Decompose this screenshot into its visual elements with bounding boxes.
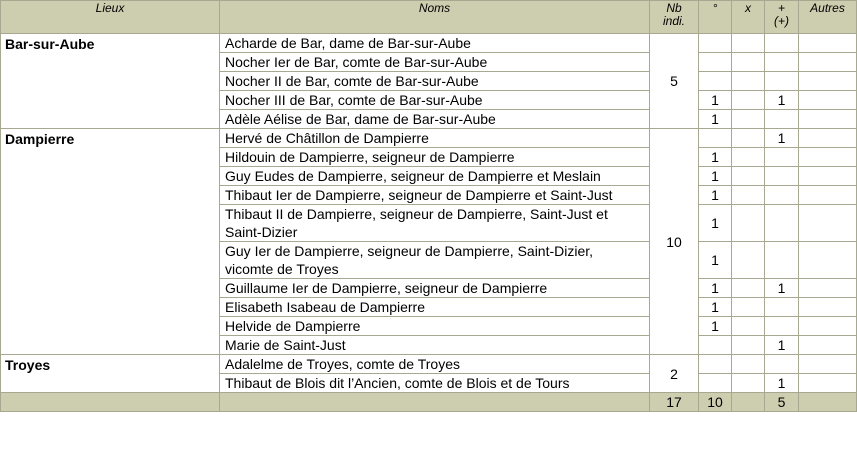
nb-cell: 10 bbox=[650, 129, 699, 355]
nb-cell: 5 bbox=[650, 34, 699, 129]
name-cell: Guy Eudes de Dampierre, seigneur de Dampierre et Meslain bbox=[220, 167, 650, 186]
name-cell: Hildouin de Dampierre, seigneur de Dampierre bbox=[220, 148, 650, 167]
name-cell: Thibaut Ier de Dampierre, seigneur de Dampierre et Saint-Just bbox=[220, 186, 650, 205]
total-lieux bbox=[1, 393, 220, 412]
name-cell: Marie de Saint-Just bbox=[220, 336, 650, 355]
header-nb bbox=[650, 1, 699, 34]
name-cell: Acharde de Bar, dame de Bar-sur-Aube bbox=[220, 34, 650, 53]
autres-cell bbox=[799, 355, 857, 374]
name-cell: Elisabeth Isabeau de Dampierre bbox=[220, 298, 650, 317]
plus-cell bbox=[765, 317, 799, 336]
header-deg: ° bbox=[699, 1, 732, 34]
deg-cell bbox=[699, 129, 732, 148]
autres-cell bbox=[799, 374, 857, 393]
autres-cell bbox=[799, 279, 857, 298]
name-cell: Nocher III de Bar, comte de Bar-sur-Aube bbox=[220, 91, 650, 110]
deg-cell: 1 bbox=[699, 110, 732, 129]
deg-cell bbox=[699, 336, 732, 355]
header-plus-line2: (+) bbox=[774, 14, 789, 28]
header-lieux: Lieux bbox=[1, 1, 220, 34]
deg-cell: 1 bbox=[699, 186, 732, 205]
header-autres: Autres bbox=[799, 1, 857, 34]
table-row bbox=[1, 355, 857, 374]
total-plus: 5 bbox=[765, 393, 799, 412]
x-cell bbox=[732, 53, 765, 72]
x-cell bbox=[732, 91, 765, 110]
plus-cell bbox=[765, 72, 799, 91]
totals-row bbox=[1, 393, 857, 412]
plus-cell: 1 bbox=[765, 336, 799, 355]
total-deg: 10 bbox=[699, 393, 732, 412]
header-plus-line1: + bbox=[777, 1, 785, 15]
deg-cell: 1 bbox=[699, 148, 732, 167]
x-cell bbox=[732, 205, 765, 242]
plus-cell bbox=[765, 298, 799, 317]
name-cell: Adalelme de Troyes, comte de Troyes bbox=[220, 355, 650, 374]
x-cell bbox=[732, 186, 765, 205]
autres-cell bbox=[799, 205, 857, 242]
header-nb-line2: indi. bbox=[662, 14, 685, 28]
plus-cell bbox=[765, 186, 799, 205]
x-cell bbox=[732, 167, 765, 186]
plus-cell bbox=[765, 53, 799, 72]
deg-cell: 1 bbox=[699, 91, 732, 110]
x-cell bbox=[732, 279, 765, 298]
header-row bbox=[1, 1, 857, 34]
total-autres bbox=[799, 393, 857, 412]
plus-cell bbox=[765, 148, 799, 167]
header-x: x bbox=[732, 1, 765, 34]
header-nb-line1: Nb bbox=[666, 1, 682, 15]
x-cell bbox=[732, 355, 765, 374]
x-cell bbox=[732, 374, 765, 393]
table-row bbox=[1, 129, 857, 148]
total-x bbox=[732, 393, 765, 412]
deg-cell bbox=[699, 72, 732, 91]
autres-cell bbox=[799, 167, 857, 186]
x-cell bbox=[732, 242, 765, 279]
table-row bbox=[1, 34, 857, 53]
autres-cell bbox=[799, 72, 857, 91]
plus-cell: 1 bbox=[765, 91, 799, 110]
header-noms: Noms bbox=[220, 1, 650, 34]
total-noms bbox=[220, 393, 650, 412]
table-body bbox=[1, 34, 857, 393]
plus-cell: 1 bbox=[765, 374, 799, 393]
plus-cell bbox=[765, 205, 799, 242]
deg-cell: 1 bbox=[699, 167, 732, 186]
x-cell bbox=[732, 317, 765, 336]
autres-cell bbox=[799, 129, 857, 148]
plus-cell: 1 bbox=[765, 279, 799, 298]
place-cell: Dampierre bbox=[1, 129, 220, 355]
deg-cell bbox=[699, 374, 732, 393]
x-cell bbox=[732, 129, 765, 148]
autres-cell bbox=[799, 298, 857, 317]
deg-cell bbox=[699, 34, 732, 53]
place-cell: Troyes bbox=[1, 355, 220, 393]
autres-cell bbox=[799, 53, 857, 72]
header-plus bbox=[765, 1, 799, 34]
autres-cell bbox=[799, 242, 857, 279]
plus-cell bbox=[765, 110, 799, 129]
name-cell: Hervé de Châtillon de Dampierre bbox=[220, 129, 650, 148]
plus-cell bbox=[765, 242, 799, 279]
nb-cell: 2 bbox=[650, 355, 699, 393]
deg-cell bbox=[699, 53, 732, 72]
x-cell bbox=[732, 34, 765, 53]
x-cell bbox=[732, 336, 765, 355]
plus-cell bbox=[765, 355, 799, 374]
x-cell bbox=[732, 110, 765, 129]
plus-cell bbox=[765, 167, 799, 186]
deg-cell: 1 bbox=[699, 242, 732, 279]
autres-cell bbox=[799, 317, 857, 336]
place-cell: Bar-sur-Aube bbox=[1, 34, 220, 129]
autres-cell bbox=[799, 148, 857, 167]
x-cell bbox=[732, 148, 765, 167]
name-cell: Adèle Aélise de Bar, dame de Bar-sur-Aube bbox=[220, 110, 650, 129]
autres-cell bbox=[799, 110, 857, 129]
name-cell: Guillaume Ier de Dampierre, seigneur de Dampierre bbox=[220, 279, 650, 298]
name-cell: Helvide de Dampierre bbox=[220, 317, 650, 336]
autres-cell bbox=[799, 336, 857, 355]
deg-cell: 1 bbox=[699, 298, 732, 317]
name-cell: Nocher II de Bar, comte de Bar-sur-Aube bbox=[220, 72, 650, 91]
x-cell bbox=[732, 298, 765, 317]
deg-cell bbox=[699, 355, 732, 374]
deg-cell: 1 bbox=[699, 279, 732, 298]
autres-cell bbox=[799, 34, 857, 53]
plus-cell: 1 bbox=[765, 129, 799, 148]
plus-cell bbox=[765, 34, 799, 53]
name-cell: Thibaut II de Dampierre, seigneur de Dampierre, Saint-Just et Saint-Dizier bbox=[220, 205, 650, 242]
autres-cell bbox=[799, 186, 857, 205]
name-cell: Nocher Ier de Bar, comte de Bar-sur-Aube bbox=[220, 53, 650, 72]
total-nb: 17 bbox=[650, 393, 699, 412]
autres-cell bbox=[799, 91, 857, 110]
name-cell: Thibaut de Blois dit l’Ancien, comte de Blois et de Tours bbox=[220, 374, 650, 393]
x-cell bbox=[732, 72, 765, 91]
deg-cell: 1 bbox=[699, 317, 732, 336]
name-cell: Guy Ier de Dampierre, seigneur de Dampierre, Saint-Dizier, vicomte de Troyes bbox=[220, 242, 650, 279]
deg-cell: 1 bbox=[699, 205, 732, 242]
